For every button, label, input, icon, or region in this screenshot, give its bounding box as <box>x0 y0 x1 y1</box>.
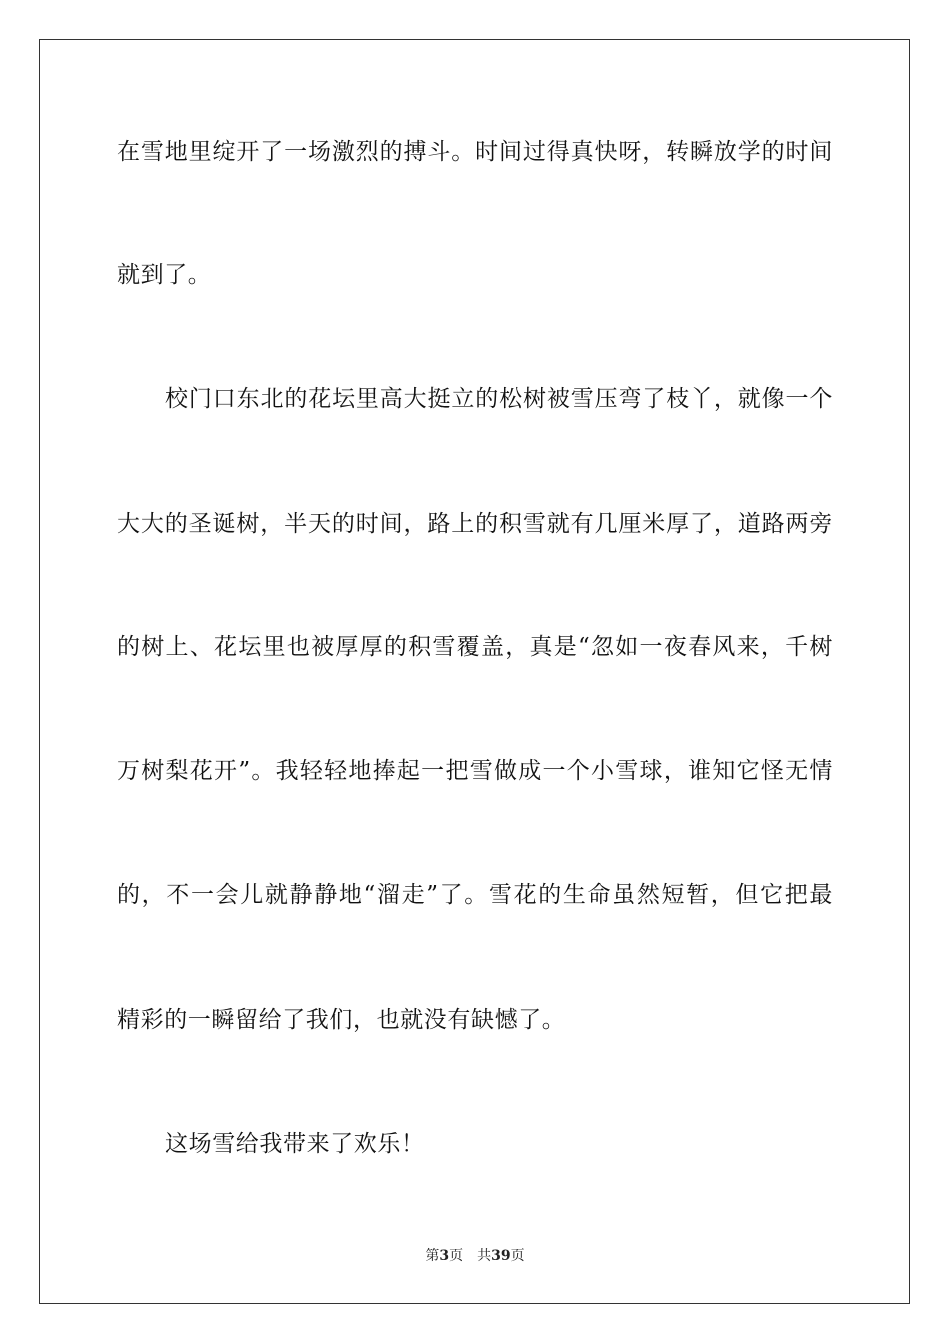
page-suffix: 页 <box>449 1248 464 1264</box>
text-line-4: 大大的圣诞树，半天的时间，路上的积雪就有几厘米厚了，道路两旁 <box>117 511 833 537</box>
text-line-3: 校门口东北的花坛里高大挺立的松树被雪压弯了枝丫，就像一个 <box>165 386 833 412</box>
page-footer <box>0 1247 950 1265</box>
total-suffix: 页 <box>510 1248 525 1264</box>
total-pages: 39 <box>491 1248 511 1264</box>
text-line-2: 就到了。 <box>117 262 212 288</box>
text-line-7: 的，不一会儿就静静地“溜走”了。雪花的生命虽然短暂，但它把最 <box>117 882 833 908</box>
text-line-8: 精彩的一瞬留给了我们，也就没有缺憾了。 <box>117 1007 566 1033</box>
text-line-9: 这场雪给我带来了欢乐！ <box>165 1131 425 1157</box>
total-prefix: 共 <box>477 1248 492 1264</box>
page-prefix: 第 <box>425 1248 440 1264</box>
text-line-6: 万树梨花开”。我轻轻地捧起一把雪做成一个小雪球，谁知它怪无情 <box>117 758 833 784</box>
text-line-1: 在雪地里绽开了一场激烈的搏斗。时间过得真快呀，转瞬放学的时间 <box>117 139 833 165</box>
page-border <box>39 39 910 1304</box>
text-line-5: 的树上、花坛里也被厚厚的积雪覆盖，真是“忽如一夜春风来，千树 <box>117 634 833 660</box>
page-number: 3 <box>439 1248 450 1264</box>
